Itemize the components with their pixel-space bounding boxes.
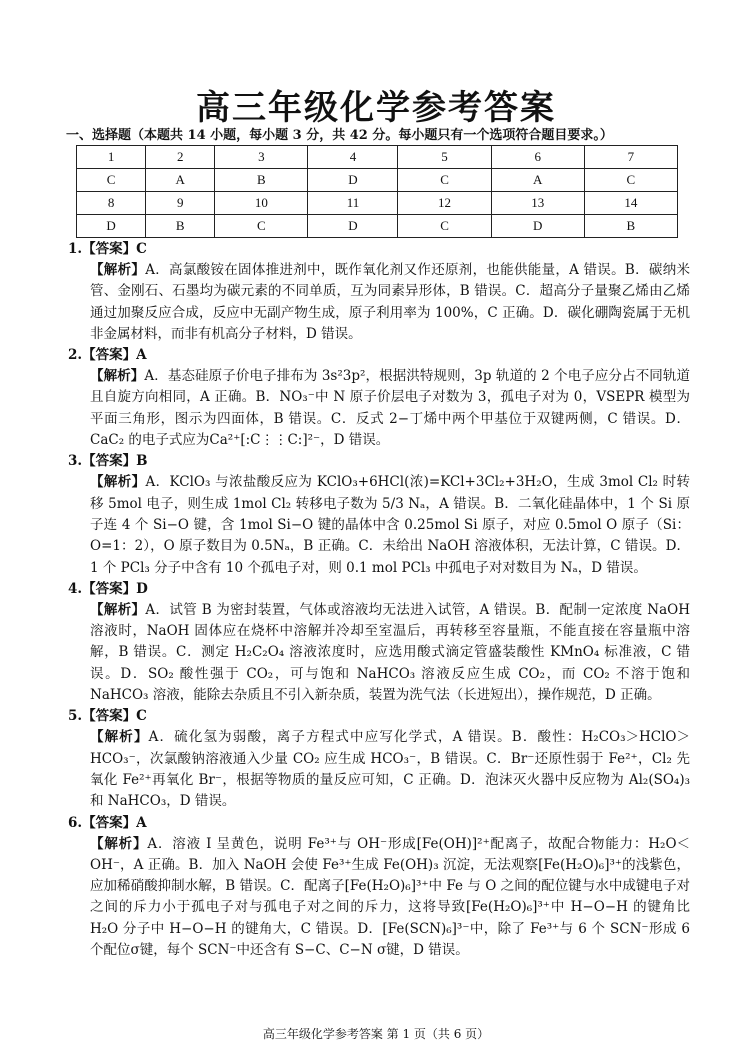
table-cell: A — [146, 169, 215, 192]
table-cell: C — [215, 215, 308, 238]
table-cell: B — [215, 169, 308, 192]
analysis-text: A．试管 B 为密封装置，气体或溶液均无法进入试管，A 错误。B．配制一定浓度 NaOH 溶液时，NaOH 固体应在烧杯中溶解并冷却至室温后，再转移至容量瓶，不能直接在容量瓶中溶解，B 错误。C．测定 H₂C₂O₄ 溶液浓度时，应选用酸式滴定管盛装酸性 KMnO₄ 标准液，C 错误。D．SO₂ 酸性强于 CO₂，可与饱和 NaHCO₃ 溶液反应生成 CO₂，而 CO₂ 不溶于饱和 NaHCO₃ 溶液，能除去杂质且不引入新杂质，装置为洗气法（长进短出），操作规范，D 正确。 — [90, 601, 691, 704]
table-cell: 10 — [215, 192, 308, 215]
section-heading: 一、选择题（本题共 14 小题，每小题 3 分，共 42 分。每小题只有一个选项符合题目要求。） — [66, 128, 613, 143]
table-row — [77, 146, 678, 169]
page-title: 高三年级化学参考答案 — [196, 88, 556, 128]
analysis-tag: 【解析】 — [90, 474, 146, 491]
analysis-paragraph — [68, 600, 690, 706]
answer-line: 1.【答案】C — [68, 241, 147, 257]
table-row — [77, 215, 678, 238]
analysis-paragraph — [68, 366, 690, 451]
question-block — [68, 451, 690, 578]
answer-line: 6.【答案】A — [68, 814, 147, 831]
analysis-text: A．KClO₃ 与浓盐酸反应为 KClO₃+6HCl(浓)=KCl+3Cl₂+3H₂O，生成 3mol Cl₂ 时转移 5mol 电子，则生成 1mol Cl₂ 转移电子数为 5/3 Nₐ，A 错误。B．二氧化硅晶体中，1 个 Si 原子连 4 个 Si−O 键，含 1mol Si−O 键的晶体中含 0.25mol Si 原子，对应 0.5mol O 原子（Si：O=1：2），O 原子数目为 0.5Nₐ，B 正确。C．未给出 NaOH 溶液体积，无法计算，C 错误。D．1 个 PCl₃ 分子中含有 10 个孤电子对，则 0.1 mol PCl₃ 中孤电子对对数目为 Nₐ，D 错误。 — [90, 474, 690, 576]
table-cell: D — [491, 215, 584, 238]
table-cell: 3 — [215, 146, 308, 169]
answer-line: 5.【答案】C — [68, 708, 147, 725]
analysis-text: A．硫化氢为弱酸，离子方程式中应写化学式，A 错误。B．酸性：H₂CO₃＞HClO＞HCO₃⁻，次氯酸钠溶液通入少量 CO₂ 应生成 HCO₃⁻，B 错误。C．Br⁻还原性弱于 Fe²⁺，Cl₂ 先氧化 Fe²⁺再氧化 Br⁻，根据等物质的量反应可知，C 正确。D．泡沫灭火器中反应物为 Al₂(SO₄)₃ 和 NaHCO₃，D 错误。 — [90, 729, 690, 810]
answer-table — [76, 145, 678, 238]
table-cell: D — [308, 169, 398, 192]
analysis-paragraph — [68, 727, 690, 812]
analysis-paragraph — [68, 472, 690, 578]
table-cell: 6 — [491, 146, 584, 169]
table-cell: 14 — [584, 192, 677, 215]
table-cell: 9 — [146, 192, 215, 215]
analysis-paragraph — [68, 260, 690, 345]
question-block — [68, 345, 690, 451]
table-row — [77, 192, 678, 215]
table-cell: 13 — [491, 192, 584, 215]
table-cell: 11 — [308, 192, 398, 215]
table-cell: C — [77, 169, 146, 192]
table-cell: 12 — [398, 192, 491, 215]
table-cell: 8 — [77, 192, 146, 215]
table-row — [77, 169, 678, 192]
question-block — [68, 239, 690, 345]
table-cell: C — [398, 215, 491, 238]
table-cell: C — [584, 169, 677, 192]
table-cell: 4 — [308, 146, 398, 169]
analysis-text: A．溶液 I 呈黄色，说明 Fe³⁺与 OH⁻形成[Fe(OH)]²⁺配离子，故配合物能力：H₂O＜OH⁻，A 正确。B．加入 NaOH 会使 Fe³⁺生成 Fe(OH)₃ 沉淀，无法观察[Fe(H₂O)₆]³⁺的浅紫色，应加稀硝酸抑制水解，B 错误。C．配离子[Fe(H₂O)₆]³⁺中 Fe 与 O 之间的配位键与水中成键电子对之间的斥力小于孤电子对与孤电子对之间的斥力，这将导致[Fe(H₂O)₆]³⁺中 H−O−H 的键角比 H₂O 分子中 H−O−H 的键角大，C 错误。D．[Fe(SCN)₆]³⁻中，除了 Fe³⁺与 6 个 SCN⁻形成 6 个配位σ键，每个 SCN⁻中还含有 S−C、C−N σ键，D 错误。 — [90, 835, 691, 959]
analysis-tag: 【解析】 — [90, 835, 148, 852]
table-cell: B — [146, 215, 215, 238]
answer-line: 3.【答案】B — [68, 453, 148, 470]
analysis-text: A．基态硅原子价电子排布为 3s²3p²，根据洪特规则，3p 轨道的 2 个电子应分占不同轨道且自旋方向相同，A 正确。B．NO₃⁻中 N 原子价层电子对数为 3，孤电子对为 0，VSEPR 模型为平面三角形，图示为四面体，B 错误。C．反式 2−丁烯中两个甲基位于双键两侧，C 错误。D．CaC₂ 的电子式应为Ca²⁺[:C⋮⋮C:]²⁻，D 错误。 — [90, 368, 691, 449]
table-cell: 7 — [584, 146, 677, 169]
analysis-tag: 【解析】 — [90, 262, 146, 278]
answer-line: 2.【答案】A — [68, 347, 147, 364]
analysis-tag: 【解析】 — [90, 368, 145, 385]
question-block — [68, 706, 690, 812]
question-block — [68, 813, 690, 962]
page-footer: 高三年级化学参考答案 第 1 页（共 6 页） — [262, 1027, 490, 1041]
table-cell: B — [584, 215, 677, 238]
analysis-text: A．高氯酸铵在固体推进剂中，既作氧化剂又作还原剂，也能供能量，A 错误。B．碳纳米管、金刚石、石墨均为碳元素的不同单质，互为同素异形体，B 错误。C．超高分子量聚乙烯由乙烯通过加聚反应合成，反应中无副产物生成，原子利用率为 100%，C 正确。D．碳化硼陶瓷属于无机非金属材料，而非有机高分子材料，D 错误。 — [90, 262, 691, 342]
question-block — [68, 579, 690, 706]
table-cell: 1 — [77, 146, 146, 169]
table-cell: 2 — [146, 146, 215, 169]
answer-line: 4.【答案】D — [68, 580, 148, 597]
analysis-tag: 【解析】 — [90, 729, 149, 746]
analysis-paragraph — [68, 834, 690, 962]
table-cell: C — [398, 169, 491, 192]
table-cell: A — [491, 169, 584, 192]
table-cell: D — [308, 215, 398, 238]
table-cell: 5 — [398, 146, 491, 169]
question-list — [68, 239, 690, 961]
table-cell: D — [77, 215, 146, 238]
analysis-tag: 【解析】 — [90, 601, 146, 618]
